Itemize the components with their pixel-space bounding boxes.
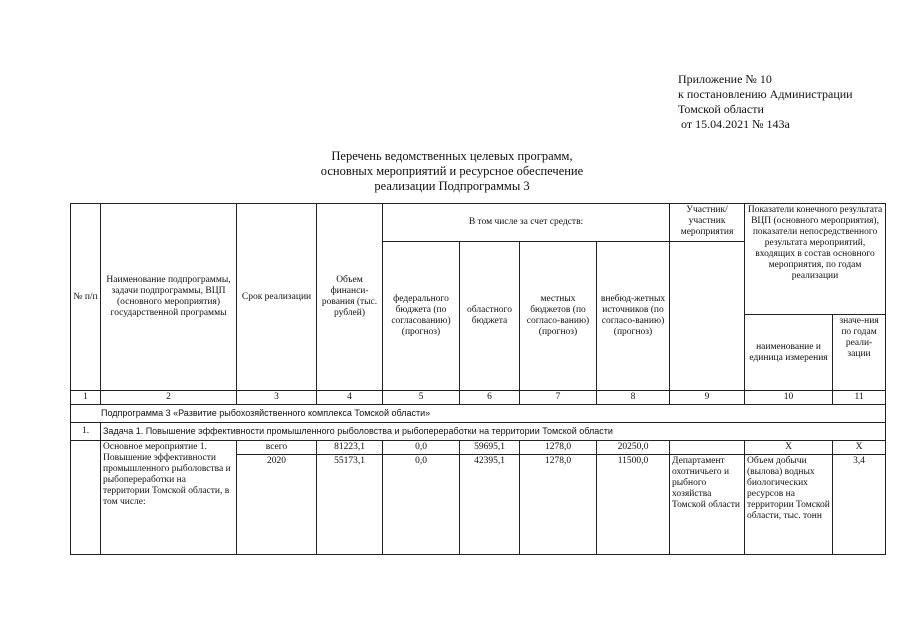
colnum-10: 10 [745, 391, 833, 405]
annex-line-1: Приложение № 10 [678, 72, 772, 86]
header-federal: федерального бюджета (по согласованию) (прогноз) [383, 242, 460, 391]
task-num: 1. [71, 423, 101, 441]
header-ind-value: значе-ния по годам реали-зации [833, 315, 886, 391]
header-participant: Участник/ участник мероприятия [670, 204, 745, 242]
header-extra: внебюд-жетных источников (по согласо-ванию) (прогноз) [597, 242, 670, 391]
subprogram-title: Подпрограмма 3 «Развитие рыбохозяйственного комплекса Томской области» [71, 405, 886, 423]
measure-row-total [71, 441, 886, 455]
colnum-5: 5 [383, 391, 460, 405]
annex-header [678, 72, 853, 132]
colnum-7: 7 [520, 391, 597, 405]
task-row [71, 423, 886, 441]
document-title [250, 149, 654, 194]
header-indicators: Показатели конечного результата ВЦП (основного мероприятия), показатели непосредственного результата мероприятий, входящих в состав основного мероприятия, по годам реализации [745, 204, 886, 315]
colnum-11: 11 [833, 391, 886, 405]
colnum-6: 6 [460, 391, 520, 405]
measure-name: Основное мероприятие 1. Повышение эффективности промышленного рыболовства и рыбопереработки на территории Томской области, в том числе: [101, 441, 237, 555]
cell-ind-name: Объем добычи (вылова) водных биологических ресурсов на территории Томской области, тыс. тонн [745, 455, 833, 555]
header-name: Наименование подпрограммы, задачи подпрограммы, ВЦП (основного мероприятия) государственной программы [101, 204, 237, 391]
measure-num [71, 441, 101, 555]
cell-extra: 11500,0 [597, 455, 670, 555]
header-ind-name: наименование и единица измерения [745, 315, 833, 391]
colnum-8: 8 [597, 391, 670, 405]
cell-regional: 59695,1 [460, 441, 520, 455]
cell-volume: 55173,1 [317, 455, 383, 555]
cell-participant: Департамент охотничьего и рыбного хозяйства Томской области [670, 455, 745, 555]
cell-local: 1278,0 [520, 441, 597, 455]
cell-ind-value: 3,4 [833, 455, 886, 555]
cell-local: 1278,0 [520, 455, 597, 555]
cell-federal: 0,0 [383, 441, 460, 455]
column-number-row [71, 391, 886, 405]
cell-ind-name: Х [745, 441, 833, 455]
colnum-3: 3 [237, 391, 317, 405]
cell-federal: 0,0 [383, 455, 460, 555]
header-local: местных бюджетов (по согласо-ванию) (прогноз) [520, 242, 597, 391]
header-row-1 [71, 204, 886, 242]
program-table [70, 203, 886, 555]
annex-line-3: Томской области [678, 102, 764, 116]
header-volume: Объем финанси-рования (тыс. рублей) [317, 204, 383, 391]
colnum-1: 1 [71, 391, 101, 405]
cell-term: всего [237, 441, 317, 455]
cell-volume: 81223,1 [317, 441, 383, 455]
header-num: № п/п [71, 204, 101, 391]
cell-extra: 20250,0 [597, 441, 670, 455]
title-line-3: реализации Подпрограммы 3 [374, 179, 530, 193]
header-including: В том числе за счет средств: [383, 204, 670, 242]
title-line-2: основных мероприятий и ресурсное обеспечение [320, 164, 584, 178]
header-regional: областного бюджета [460, 242, 520, 391]
cell-ind-value: Х [833, 441, 886, 455]
title-line-1: Перечень ведомственных целевых программ, [331, 149, 573, 163]
colnum-4: 4 [317, 391, 383, 405]
task-title: Задача 1. Повышение эффективности промышленного рыболовства и рыбопереработки на территории Томской области [101, 423, 886, 441]
subprogram-row [71, 405, 886, 423]
colnum-2: 2 [101, 391, 237, 405]
header-term: Срок реализации [237, 204, 317, 391]
annex-line-4: от 15.04.2021 № 143а [678, 117, 790, 131]
cell-regional: 42395,1 [460, 455, 520, 555]
cell-participant [670, 441, 745, 455]
cell-term: 2020 [237, 455, 317, 555]
annex-line-2: к постановлению Администрации [678, 87, 853, 101]
colnum-9: 9 [670, 391, 745, 405]
header-participant-blank [670, 242, 745, 391]
